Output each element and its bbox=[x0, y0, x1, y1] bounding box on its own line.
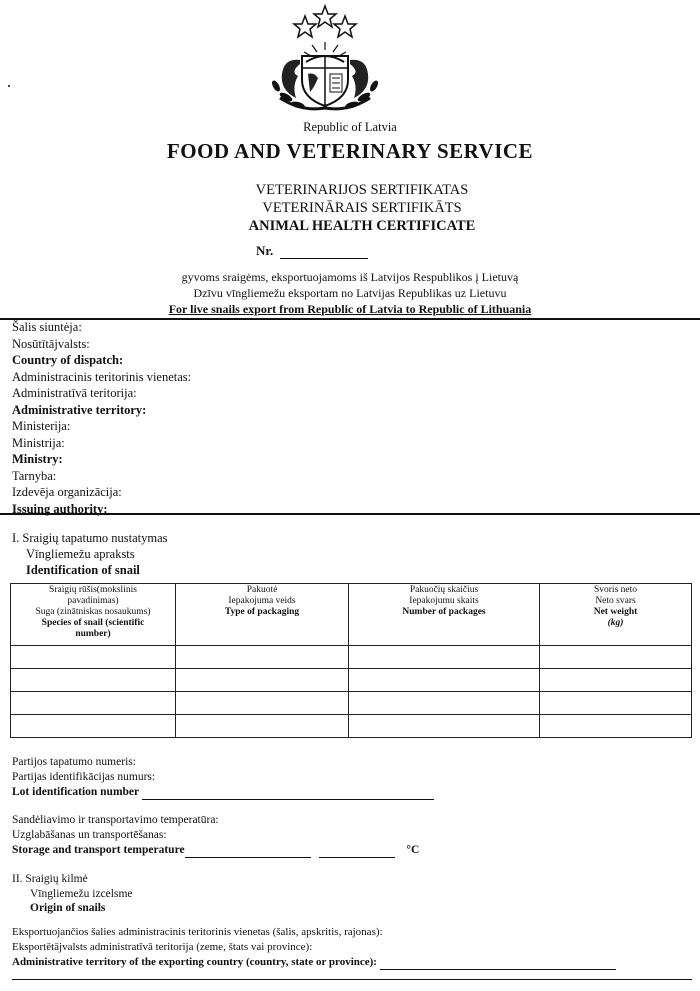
storage-label-lv: Uzglabāšanas un transportēšanas: bbox=[12, 829, 167, 841]
field-line: Country of dispatch: bbox=[12, 353, 124, 367]
section-2-title-lv: Vīngliemežu izcelsme bbox=[30, 887, 133, 900]
section-1-title-lv: Vīngliemežu apraksts bbox=[26, 547, 135, 561]
temperature-to-blank[interactable] bbox=[319, 857, 395, 858]
header-text: Type of packaging bbox=[224, 607, 300, 617]
purpose-en: For live snails export from Republic of Latvia to Republic of Lithuania bbox=[168, 302, 532, 316]
header-text: Neto svars bbox=[595, 596, 636, 606]
table-cell[interactable] bbox=[349, 715, 540, 738]
header-text: Suga (zinātniskas nosaukums) bbox=[35, 607, 151, 617]
certificate-title-en: ANIMAL HEALTH CERTIFICATE bbox=[248, 218, 476, 234]
table-cell[interactable] bbox=[176, 692, 349, 715]
table-cell[interactable] bbox=[11, 669, 176, 692]
table-cell[interactable] bbox=[540, 692, 692, 715]
table-cell[interactable] bbox=[540, 669, 692, 692]
table-row bbox=[11, 715, 692, 738]
storage-label-lt: Sandėliavimo ir transportavimo temperatūra: bbox=[12, 814, 219, 826]
header-text: pavadinimas) bbox=[67, 596, 119, 606]
bottom-line[interactable] bbox=[12, 979, 692, 980]
header-text: Iepakojuma veids bbox=[228, 596, 296, 606]
table-header-row bbox=[11, 584, 692, 646]
table-cell[interactable] bbox=[540, 715, 692, 738]
field-line: Administrative territory: bbox=[12, 402, 147, 417]
origin-label-en bbox=[12, 955, 694, 970]
certificate-number bbox=[256, 243, 368, 259]
section-1-title-en: Identification of snail bbox=[26, 563, 140, 577]
storage-temperature bbox=[12, 813, 419, 858]
table-cell[interactable] bbox=[176, 646, 349, 669]
header-weight bbox=[540, 584, 692, 646]
section-1-heading bbox=[12, 530, 168, 578]
table-row bbox=[11, 669, 692, 692]
origin-label-lt: Eksportuojančios šalies administracinis teritorinis vienetas (šalis, apskritis, rajonas): bbox=[12, 926, 383, 938]
field-line: Administratīvā teritorija: bbox=[12, 386, 137, 400]
header-text: number) bbox=[75, 629, 111, 639]
section-2-title-en: Origin of snails bbox=[30, 902, 106, 914]
purpose-lt: gyvoms sraigėms, eksportuojamoms iš Latvijos Respublikos į Lietuvą bbox=[181, 270, 519, 284]
table-row bbox=[11, 692, 692, 715]
republic-label: Republic of Latvia bbox=[303, 120, 397, 134]
dispatch-fields bbox=[12, 319, 692, 517]
header-text: Iepakojumu skaits bbox=[409, 596, 479, 606]
lot-label-lt: Partijos tapatumo numeris: bbox=[12, 756, 136, 768]
header-text: Pakuočių skaičius bbox=[409, 585, 479, 595]
header-packaging bbox=[176, 584, 349, 646]
lot-identification bbox=[12, 755, 434, 800]
section-2-title-lt: II. Sraigių kilmė bbox=[12, 873, 88, 885]
table-cell[interactable] bbox=[349, 669, 540, 692]
number-blank[interactable] bbox=[280, 258, 368, 259]
table-row bbox=[11, 646, 692, 669]
field-line: Izdevēja organizācija: bbox=[12, 485, 122, 499]
table-cell[interactable] bbox=[540, 646, 692, 669]
table-cell[interactable] bbox=[11, 715, 176, 738]
purpose-lv: Dzīvu vīngliemežu eksportam no Latvijas Republikas uz Lietuvu bbox=[193, 286, 507, 300]
header-text: Number of packages bbox=[402, 607, 486, 617]
field-line: Tarnyba: bbox=[12, 468, 57, 483]
header-text: Pakuotė bbox=[246, 585, 278, 595]
latvia-coat-of-arms-emblem bbox=[262, 2, 388, 114]
temperature-from-blank[interactable] bbox=[185, 857, 311, 858]
storage-label-en-text: Storage and transport temperature bbox=[12, 844, 185, 856]
certificate-title-lt: VETERINARIJOS SERTIFIKATAS bbox=[255, 182, 469, 198]
origin-label-lv: Eksportētājvalsts administratīvā teritorija (zeme, štats vai province): bbox=[12, 941, 313, 953]
snail-identification-table bbox=[10, 583, 692, 738]
table-cell[interactable] bbox=[11, 646, 176, 669]
table-cell[interactable] bbox=[176, 715, 349, 738]
lot-label-lv: Partijas identifikācijas numurs: bbox=[12, 771, 156, 783]
table-cell[interactable] bbox=[176, 669, 349, 692]
header-packages bbox=[349, 584, 540, 646]
section-1-title-lt: I. Sraigių tapatumo nustatymas bbox=[12, 531, 168, 545]
section-2-heading bbox=[12, 872, 133, 916]
field-line: Ministerija: bbox=[12, 419, 71, 433]
header-text: Net weight bbox=[593, 607, 638, 617]
origin-label-en-text: Administrative territory of the exporting country (country, state or province): bbox=[12, 956, 377, 968]
lot-label-en bbox=[12, 785, 434, 800]
certificate-title-lv: VETERINĀRAIS SERTIFIKĀTS bbox=[262, 200, 462, 216]
table-cell[interactable] bbox=[349, 646, 540, 669]
origin-territory-blank[interactable] bbox=[380, 969, 616, 970]
header-text: Svoris neto bbox=[593, 585, 637, 595]
field-line: Nosūtītājvalsts: bbox=[12, 336, 90, 351]
scan-speck bbox=[8, 85, 10, 87]
header-text: Sraigių rūšis(mokslinis bbox=[49, 585, 137, 595]
storage-label-en bbox=[12, 843, 419, 858]
field-line: Issuing authority: bbox=[12, 501, 108, 516]
lot-number-blank[interactable] bbox=[142, 799, 434, 800]
fields-divider bbox=[0, 513, 700, 515]
service-title: FOOD AND VETERINARY SERVICE bbox=[166, 139, 534, 163]
field-line: Šalis siuntėja: bbox=[12, 320, 82, 334]
lot-label-en-text: Lot identification number bbox=[12, 786, 139, 798]
header-species bbox=[11, 584, 176, 646]
header-text: (kg) bbox=[607, 618, 624, 628]
header-text: Species of snail (scientific bbox=[41, 618, 145, 628]
table-cell[interactable] bbox=[11, 692, 176, 715]
origin-territory bbox=[12, 925, 694, 970]
field-line: Ministrija: bbox=[12, 435, 65, 450]
field-line: Ministry: bbox=[12, 452, 63, 466]
number-label: Nr. bbox=[256, 243, 274, 258]
table-cell[interactable] bbox=[349, 692, 540, 715]
field-line: Administracinis teritorinis vienetas: bbox=[12, 369, 192, 384]
celsius-unit: °C bbox=[406, 844, 420, 856]
